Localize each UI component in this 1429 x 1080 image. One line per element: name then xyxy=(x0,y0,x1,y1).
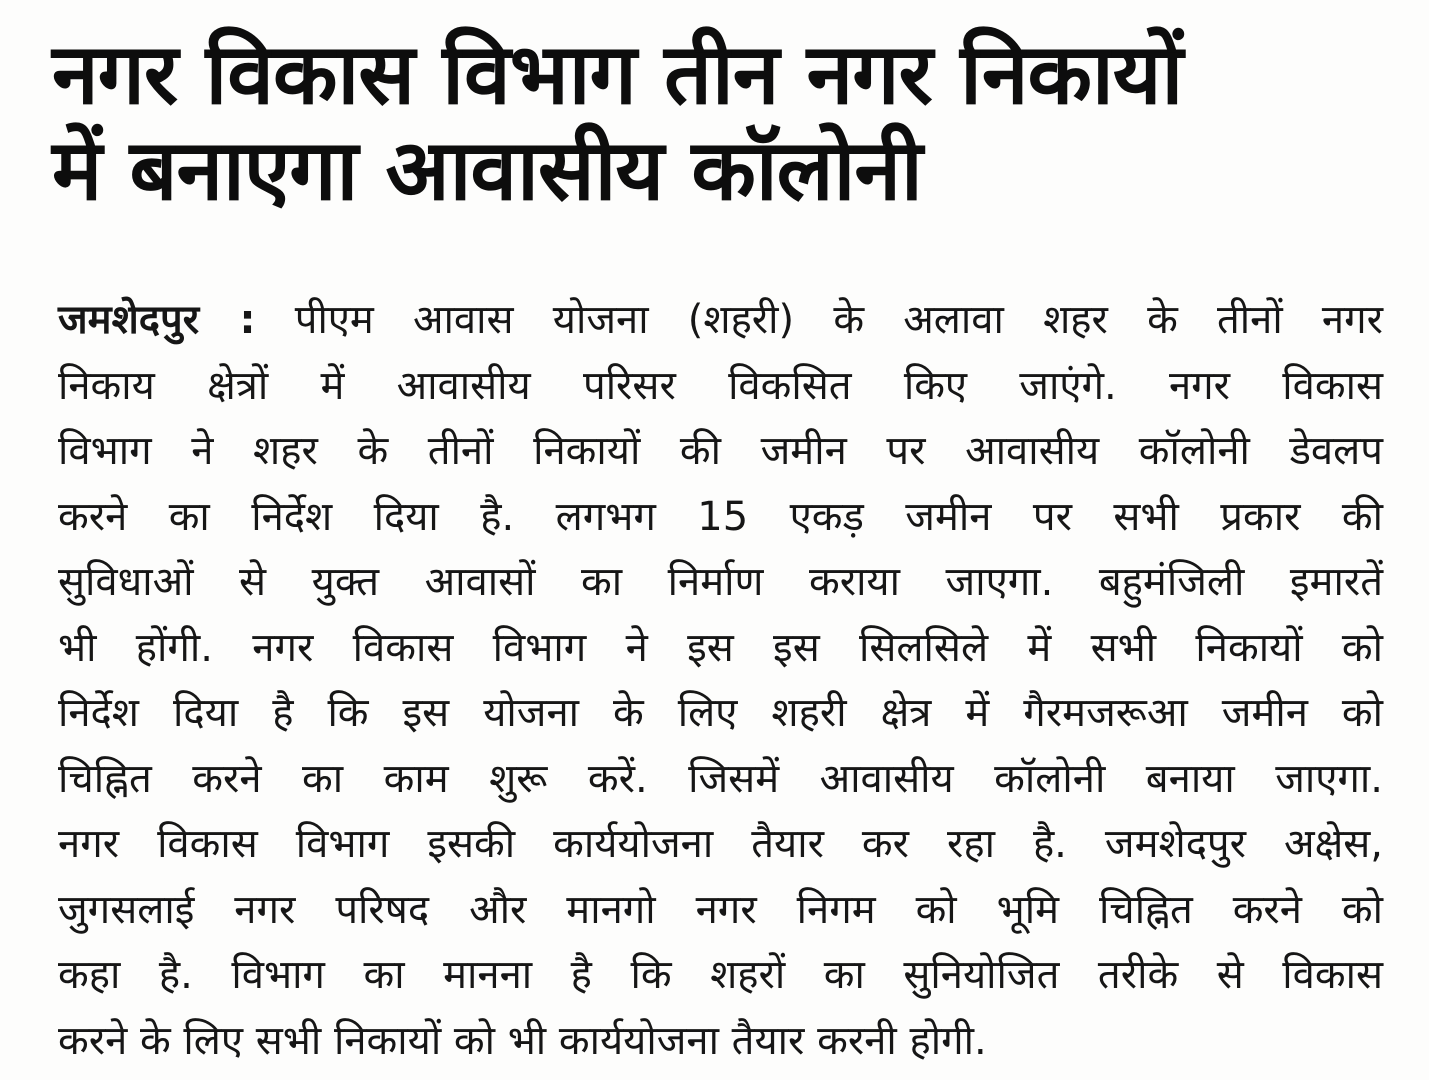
article-body xyxy=(58,288,1383,1074)
body-line-10: जुगसलाई नगर परिषद और मानगो नगर निगम को भूमि चिह्नित करने को xyxy=(58,886,1383,933)
body-line-9: नगर विकास विभाग इसकी कार्ययोजना तैयार कर रहा है. जमशेदपुर अक्षेस, xyxy=(58,821,1383,867)
body-line-11: कहा है. विभाग का मानना है कि शहरों का सुनियोजित तरीके से विकास xyxy=(58,952,1383,998)
body-line-7: निर्देश दिया है कि इस योजना के लिए शहरी क्षेत्र में गैरमजरूआ जमीन को xyxy=(58,690,1383,736)
body-line-1-text: पीएम आवास योजना (शहरी) के अलावा शहर के तीनों नगर xyxy=(255,297,1383,343)
body-line-4: करने का निर्देश दिया है. लगभग 15 एकड़ जमीन पर सभी प्रकार की xyxy=(58,493,1383,540)
body-line-12: करने के लिए सभी निकायों को भी कार्ययोजना तैयार करनी होगी. xyxy=(58,1017,987,1064)
body-line-5: सुविधाओं से युक्त आवासों का निर्माण कराया जाएगा. बहुमंजिली इमारतें xyxy=(58,559,1383,605)
body-line-6: भी होंगी. नगर विकास विभाग ने इस इस सिलसिले में सभी निकायों को xyxy=(58,624,1383,671)
body-line-2: निकाय क्षेत्रों में आवासीय परिसर विकसित किए जाएंगे. नगर विकास xyxy=(58,362,1383,409)
dateline: जमशेदपुर : xyxy=(58,297,256,343)
body-line-8: चिह्नित करने का काम शुरू करें. जिसमें आवासीय कॉलोनी बनाया जाएगा. xyxy=(58,755,1383,802)
headline-line-1: नगर विकास विभाग तीन नगर निकायों xyxy=(52,25,1183,123)
body-line-1 xyxy=(58,288,1383,354)
headline-line-2: में बनाएगा आवासीय कॉलोनी xyxy=(52,121,922,219)
body-line-3: विभाग ने शहर के तीनों निकायों की जमीन पर आवासीय कॉलोनी डेवलप xyxy=(58,428,1383,474)
headline xyxy=(52,26,1392,218)
